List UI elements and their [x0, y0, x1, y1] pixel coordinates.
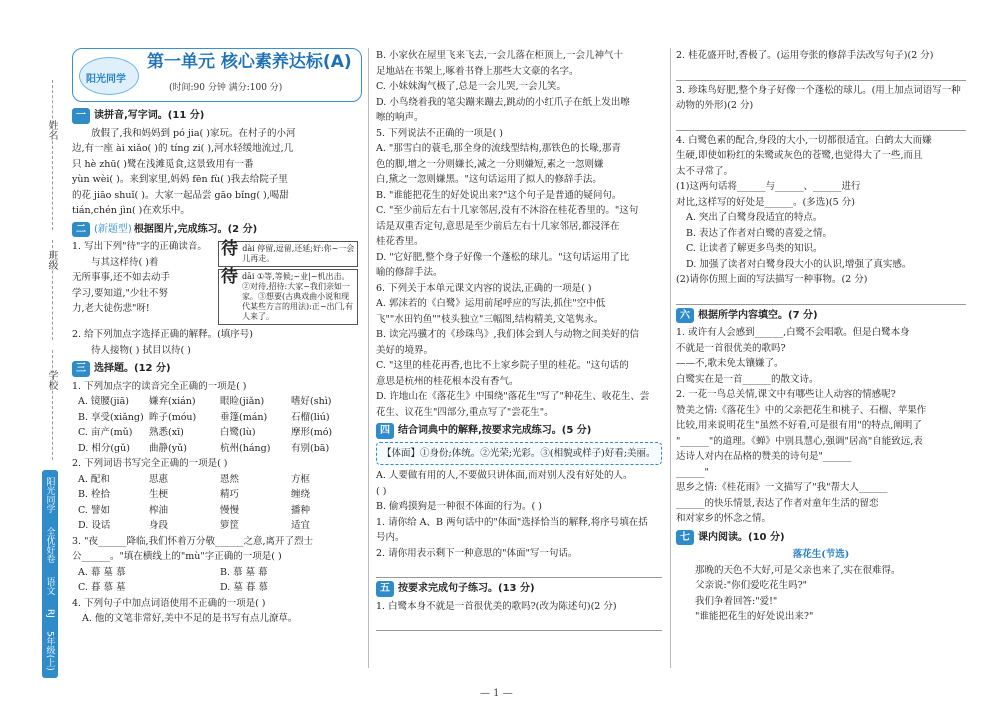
- text-line: 比较,用来说明花生"虽然不好看,可是很有用"的特点,阐明了: [676, 420, 922, 431]
- text-line: 与其这样待( )着: [91, 256, 159, 268]
- text-line: ______": [676, 466, 709, 478]
- unit-title: 第一单元 核心素养达标(A): [147, 52, 352, 72]
- options-grid: A. 镜腰(jiā) 嫌弃(xián) 眼睑(jiǎn) 嗜好(shì) B. 享受(xiǎng) 眸子(móu) 垂篷(mán) 石榴(liú) C. 亩产(mǔ) 熟悉(xī) 白鹭(lù) 摩形(mó) D. 相分(gǔ) 曲静(yǔ) 杭州(háng) 有别(bā): [78, 396, 333, 454]
- column-divider: [670, 48, 671, 668]
- column-1: [72, 48, 362, 627]
- text-line: 的花 jiāo shuǐ( )。大家一起品尝 gāo bǐng( ),喝甜: [72, 189, 289, 201]
- text-line: 达诗人对内在品格的赞美的诗句是"______: [676, 451, 852, 462]
- text-line: 父亲说:"你们爱吃花生吗?": [695, 580, 808, 591]
- option: 花生、议花生"四部分,重点写了"尝花生"。: [376, 406, 554, 418]
- class-label: 班级: [46, 250, 57, 270]
- column-3: [676, 48, 966, 625]
- options-grid: A. 配和 思惠 恩然 方框 B. 栓拾 生梗 精巧 缠绕 C. 譬如 榨油 慢慢 播种 D. 设话 身段 箩筐 适宜: [78, 473, 311, 531]
- brand-item: 语文: [44, 576, 55, 595]
- option: 嚓的响声。: [376, 112, 424, 123]
- text-line: 放假了,我和妈妈到 pó jia( )家玩。在村子的小河: [91, 127, 296, 139]
- text-line: yùn wèi( )。来到家里,妈妈 fēn fù( )我去给院子里: [72, 174, 288, 185]
- section-2-left: [72, 239, 212, 327]
- text-line: A. 人要做有用的人,不要做只讲体面,而对别人没有好处的人。: [376, 470, 633, 481]
- text-line: 无所事事,还不如去动手: [72, 272, 171, 283]
- text-line: "______"的道理。《蝉》中别具慧心,强调"居高"自能致远,表: [676, 435, 923, 447]
- option: C. "至少前后左右十几家邻居,没有不沐浴在桂花香里的。"这句: [376, 205, 639, 216]
- brand-item: 5年级(上): [44, 631, 55, 672]
- question: 5. 下列说法不正确的一项是( ): [376, 127, 504, 139]
- option: B. 小家伙在屋里飞来飞去,一会儿落在柜顶上,一会儿神气十: [376, 50, 624, 61]
- text-line: 学习,要知道,"少壮不努: [72, 287, 168, 299]
- question: 6. 下列关于本单元课文内容的说法,正确的一项是( ): [376, 282, 592, 294]
- text-line: (1)这两句话将______与______、______进行: [676, 181, 861, 192]
- question: 4. 下列句子中加点词语使用不正确的一项是( ): [72, 597, 266, 609]
- brand-item: 全优好卷: [44, 526, 55, 563]
- question: 2. 下列词语书写完全正确的一项是( ): [72, 458, 228, 469]
- question: 公______。"填在横线上的"mù"字正确的一项是( ): [72, 551, 282, 562]
- text-line: 2. 请你用表示剩下一种意思的"体面"写一句话。: [376, 547, 578, 559]
- option: 话是双重否定句,意思是至少前后左右十几家邻居,都浸泽在: [376, 220, 620, 232]
- option: 色的脚,增之一分则嫌长,减之一分则嫌短,素之一忽则嫌: [376, 158, 604, 170]
- section-1-heading: 一 读拼音,写字词。(11 分): [72, 108, 362, 124]
- question: 1. 白鹭本身不就是一首很优美的歌吗?(改为陈述句)(2 分): [376, 600, 617, 612]
- column-2: [376, 48, 662, 633]
- class-line: [52, 240, 54, 340]
- school-label: 学校: [46, 370, 57, 390]
- question: 2. 桂花盛开时,香极了。(运用夸张的修辞手法改写句子)(2 分): [676, 50, 934, 61]
- option: C. "这里的桂花再香,也比不上家乡院子里的桂花。"这句话的: [376, 360, 629, 371]
- option: 飞""水田钓鱼""枝头独立"三幅图,结构精美,文笔隽永。: [376, 313, 604, 325]
- name-line: [52, 80, 54, 230]
- section-4-heading: 四 结合词典中的解释,按要求完成练习。(5 分): [376, 423, 662, 439]
- option: B. 表达了作者对白鹭的喜爱之情。: [686, 227, 833, 239]
- text-line: 不就是一首很优美的歌吗?: [676, 342, 786, 354]
- dict-entry-2: 待 dāi ①等,等候;~业|~机出击。②对待,招待:大家~我们亲如一家。③想要(古典戏曲小说和现代某些方言的用法):正~出门,有人来了。: [218, 269, 358, 325]
- question: 1. 下列加点字的读音完全正确的一项是( ): [72, 380, 247, 392]
- question: 3. 珍珠鸟好肥,整个身子好像一个蓬松的球儿。(用上加点词语写一种动物的外形)(2 分): [676, 84, 961, 111]
- text-line: B. 偷鸡摸狗是一种很不体面的行为。( ): [376, 501, 542, 512]
- option: B. "谁能把花生的好处说出来?"这个句子是普通的疑问句。: [376, 189, 622, 201]
- text-line: 待人接物( ) 拭目以待( ): [91, 344, 191, 356]
- option: A. "那雪白的蓑毛,那全身的流线型结构,那铁色的长喙,那青: [376, 143, 621, 154]
- name-label: 姓名: [46, 120, 57, 140]
- option: 美好的境界。: [376, 344, 434, 356]
- text-line: ______的快乐情景,表达了作者对童年生活的留恋: [676, 497, 879, 509]
- text-line: 白鹭实在是一首______的散文诗。: [676, 373, 819, 385]
- brand-item: 阳光同学: [44, 476, 55, 513]
- answer-line[interactable]: [676, 66, 966, 81]
- school-line: [52, 350, 54, 460]
- text-line: "谁能把花生的好处说出来?": [695, 611, 814, 622]
- text-line: ——不,歌未免太镶嫌了。: [676, 358, 784, 369]
- question: 3. "夜______降临,我们怀着万分敬______之意,离开了烈士: [72, 535, 313, 547]
- answer-line[interactable]: [676, 116, 966, 131]
- answer-line[interactable]: [376, 616, 662, 631]
- section-2-body: [72, 239, 362, 327]
- text-line: 和对家乡的怀念之情。: [676, 513, 772, 524]
- text-line: (2)请你仿照上面的写法描写一种事物。(2 分): [676, 274, 868, 285]
- option: 桂花香里。: [376, 236, 424, 247]
- text-line: 生硬,即使如粉红的朱鹭或灰色的苍鹭,也觉得大了一些,而且: [676, 150, 923, 161]
- side-binding-strip: [0, 0, 68, 710]
- text-line: 赞美之情:《落花生》中的父亲把花生和桃子、石榴、苹果作: [676, 404, 927, 416]
- text-line: 对比,这样写的好处是______。(多选)(5 分): [676, 196, 855, 208]
- option: D. "它好肥,整个身子好像一个蓬松的球儿。"这句话运用了比: [376, 251, 630, 263]
- answer-line[interactable]: [676, 290, 966, 305]
- section-2-heading: 二 (新题型) 根据图片,完成练习。(2 分): [72, 222, 362, 238]
- brand-item: RJ: [45, 608, 55, 618]
- options-grid: A. 幕 墓 慕 B. 慕 墓 幕 C. 暮 慕 墓 D. 墓 暮 慕: [78, 566, 268, 593]
- text-line: 1. 请你给 A、B 两句话中的"体面"选择恰当的解释,将序号填在括: [376, 516, 648, 528]
- option: D. 加强了读者对白鹭身段大小的认识,增强了真实感。: [686, 258, 912, 270]
- section-3-heading: 三 选择题。(12 分): [72, 361, 362, 377]
- option: A. 他的文笔非常好,美中不足的是书写有点儿潦草。: [82, 613, 298, 624]
- option: A. 郭沫若的《白鹭》运用前尾呼应的写法,抓住"空中低: [376, 298, 606, 309]
- option: D. 小鸟绕着我的笔尖蹦来蹦去,跳动的小红爪子在纸上发出嚓: [376, 96, 630, 108]
- text-line: ( ): [376, 485, 387, 497]
- text-line: 2. 一花一鸟总关情,课文中有哪些让人动容的情感呢?: [676, 389, 896, 400]
- section-5-heading: 五 按要求完成句子练习。(13 分): [376, 581, 662, 597]
- text-line: 号内。: [376, 532, 405, 543]
- text-line: 只 hè zhū( )鹭在浅滩觅食,这景致用有一番: [72, 158, 254, 170]
- text-line: 1. 或许有人会感到______,白鹭不会唱歌。但是白鹭本身: [676, 327, 910, 338]
- page-number: — 1 —: [480, 688, 513, 699]
- dictionary-entries: [218, 239, 358, 327]
- exam-subtitle: (时间:90 分钟 满分:100 分): [169, 83, 283, 93]
- text-line: tián,chén jìn( )在欢乐中。: [72, 205, 190, 216]
- text-line: 那晚的天色不大好,可是父亲也来了,实在很难得。: [695, 564, 901, 576]
- brand-logo: 阳光同学: [79, 57, 139, 95]
- option: D. 许地山在《落花生》中围绕"落花生"写了"种花生、收花生、尝: [376, 391, 650, 402]
- option: 足地站在书架上,啄着书脊上那些大文豪的名字。: [376, 65, 579, 77]
- brand-strip: [42, 470, 58, 678]
- section-6-heading: 六 根据所学内容填空。(7 分): [676, 308, 966, 324]
- text-line: 我们争着回答:"爱!": [695, 595, 778, 607]
- answer-line[interactable]: [376, 563, 662, 578]
- option: B. 读完冯骥才的《珍珠鸟》,我们体会到人与动物之间美好的信: [376, 329, 640, 340]
- unit-header: [72, 48, 362, 102]
- question: 1. 写出下列"待"字的正确读音。: [72, 241, 207, 252]
- question: 4. 白鹭色素的配合,身段的大小,一切都很适宜。白鹤太大而嫌: [676, 134, 932, 146]
- option: 意思是杭州的桂花根本没有香气。: [376, 375, 519, 387]
- option: A. 突出了白鹭身段适宜的特点。: [686, 212, 823, 223]
- text-line: 太不寻常了。: [676, 165, 734, 177]
- text-line: 思乡之情:《桂花雨》一文描写了"我"帮大人______: [676, 482, 888, 493]
- option: C. 小妹妹淘气极了,总是一会儿哭,一会儿笑。: [376, 81, 567, 92]
- text-line: 边,有一座 ài xiǎo( )的 tíng zi( ),河水轻缓地流过,几: [72, 143, 294, 154]
- option: 喻的修辞手法。: [376, 267, 443, 278]
- section-7-heading: 七 课内阅读。(10 分): [676, 530, 966, 546]
- text-line: 力,老大徒伤悲"呀!: [72, 303, 150, 314]
- dict-entry-1: 待 dài 停留,逗留,还延;好:你~一会儿再走。: [218, 241, 358, 267]
- question: 2. 给下列加点字选择正确的解释。(填序号): [72, 329, 253, 340]
- option: C. 让读者了解更多鸟类的知识。: [686, 243, 823, 254]
- reading-title: 落花生(节选): [792, 549, 850, 560]
- option: 白,黛之一忽则嫌黑。"这句话运用了拟人的修辞手法。: [376, 174, 602, 185]
- dictionary-entry: 【体面】①身份;体统。②光荣;光彩。③(相貌或样子)好看;美丽。: [376, 442, 662, 466]
- column-divider: [368, 48, 369, 668]
